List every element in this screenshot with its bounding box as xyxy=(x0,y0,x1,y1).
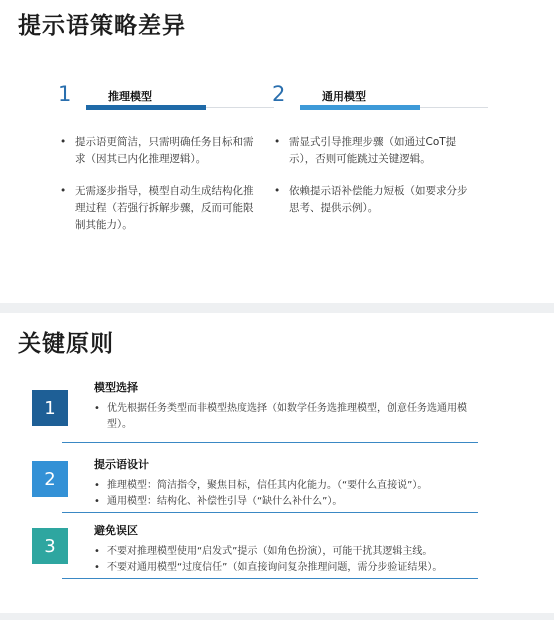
slide-title: 关键原则 xyxy=(18,331,114,357)
principle-divider xyxy=(62,512,478,513)
list-item: • 推理模型：简洁指令，聚焦目标，信任其内化能力。（“要什么直接说”）。 xyxy=(94,478,482,494)
list-item: • 通用模型：结构化、补偿性引导（“缺什么补什么”）。 xyxy=(94,494,482,510)
column-label: 通用模型 xyxy=(322,90,366,103)
column-reasoning-model xyxy=(58,82,266,231)
principle-title: 避免误区 xyxy=(94,524,138,537)
slide-title: 提示语策略差异 xyxy=(18,13,186,39)
list-item: • 不要对推理模型使用“启发式”提示（如角色扮演），可能干扰其逻辑主线。 xyxy=(94,544,482,560)
principle-bullet-list xyxy=(94,401,482,433)
principle-number-badge: 1 xyxy=(32,390,68,426)
principle-number-badge: 3 xyxy=(32,528,68,564)
column-label: 推理模型 xyxy=(108,90,152,103)
principle-divider xyxy=(62,578,478,579)
list-item: • 需显式引导推理步骤（如通过CoT提示），否则可能跳过关键逻辑。 xyxy=(272,134,472,168)
column-number: 2 xyxy=(272,82,286,106)
list-item: • 依赖提示语补偿能力短板（如要求分步思考、提供示例）。 xyxy=(272,183,472,217)
column-header xyxy=(272,82,480,110)
column-bullet-list xyxy=(58,134,258,249)
column-accent-bar xyxy=(300,105,420,110)
principle-number-badge: 2 xyxy=(32,461,68,497)
principle-bullet-list xyxy=(94,478,482,510)
principle-title: 模型选择 xyxy=(94,381,138,394)
slide-strategy-differences xyxy=(0,0,554,303)
column-general-model xyxy=(272,82,480,214)
principle-bullet-list xyxy=(94,544,482,576)
list-item: • 优先根据任务类型而非模型热度选择（如数学任务选推理模型，创意任务选通用模型）。 xyxy=(94,401,482,433)
list-item: • 不要对通用模型“过度信任”（如直接询问复杂推理问题，需分步验证结果）。 xyxy=(94,560,482,576)
list-item: • 无需逐步指导，模型自动生成结构化推理过程（若强行拆解步骤，反而可能限制其能力）。 xyxy=(58,183,258,234)
principle-divider xyxy=(62,442,478,443)
column-bullet-list xyxy=(272,134,472,232)
list-item: • 提示语更简洁，只需明确任务目标和需求（因其已内化推理逻辑）。 xyxy=(58,134,258,168)
column-header xyxy=(58,82,266,110)
column-accent-bar xyxy=(86,105,206,110)
column-number: 1 xyxy=(58,82,72,106)
principle-title: 提示语设计 xyxy=(94,458,149,471)
